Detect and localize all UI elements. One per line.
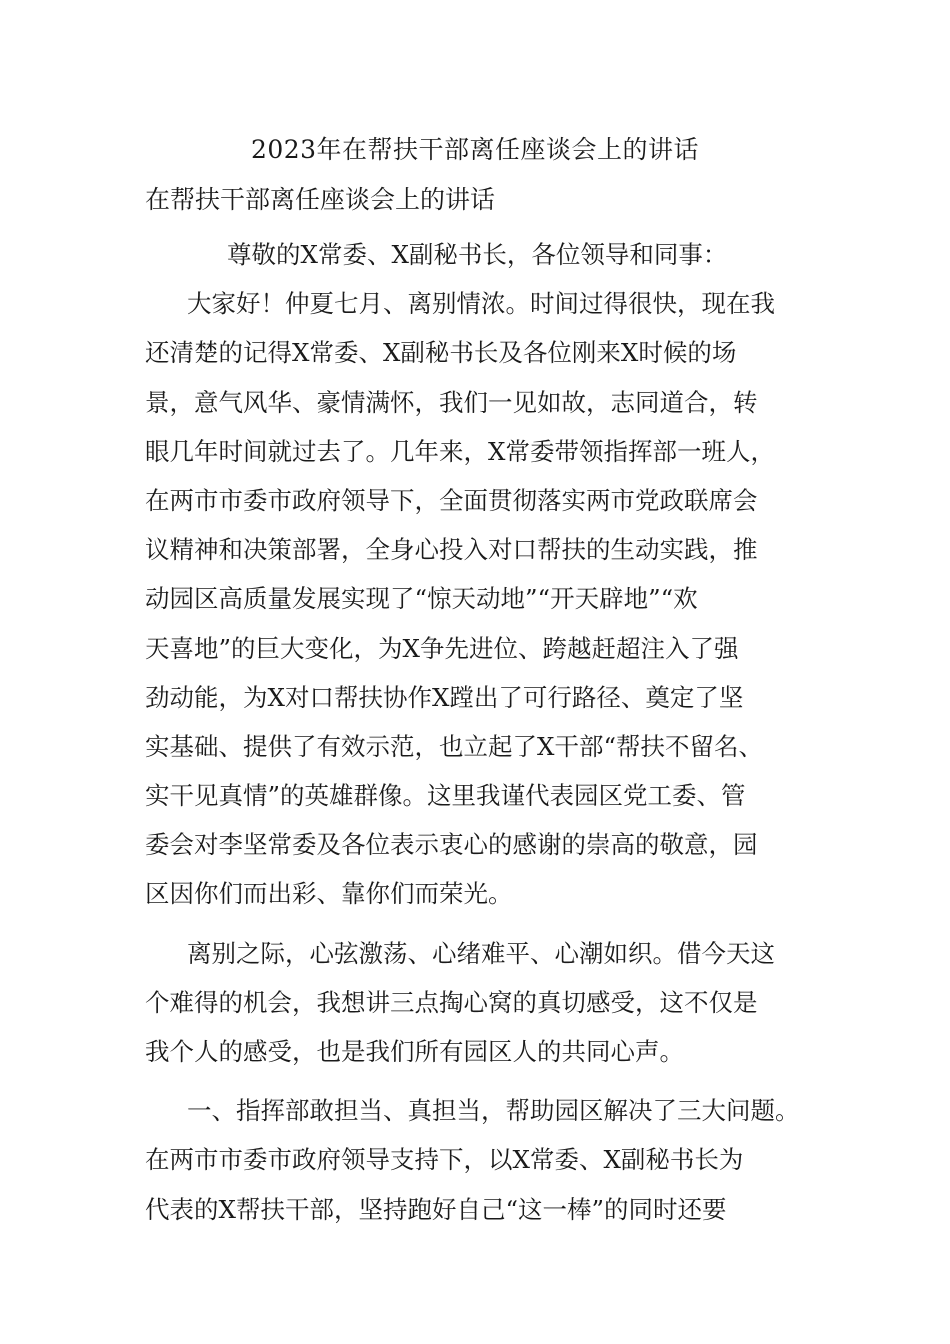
paragraph-line: 一、指挥部敢担当、真担当，帮助园区解决了三大问题。: [187, 1096, 800, 1126]
paragraph-line: 议精神和决策部署，全身心投入对口帮扶的生动实践，推: [145, 535, 758, 565]
paragraph-line: 动园区高质量发展实现了“惊天动地”“开天辟地”“欢: [145, 584, 698, 614]
salutation: 尊敬的X常委、X副秘书长，各位领导和同事：: [227, 240, 728, 269]
paragraph-line: 还清楚的记得X常委、X副秘书长及各位刚来X时候的场: [145, 338, 737, 368]
paragraph-3: [145, 1086, 845, 1234]
paragraph-line: 委会对李坚常委及各位表示衷心的感谢的崇高的敬意，园: [145, 830, 758, 860]
paragraph-line: 天喜地”的巨大变化，为X争先进位、跨越赶超注入了强: [145, 633, 739, 663]
paragraph-2: [145, 929, 845, 1077]
paragraph-line: 离别之际，心弦激荡、心绪难平、心潮如织。借今天这: [187, 938, 775, 968]
paragraph-line: 代表的X帮扶干部，坚持跑好自己“这一棒”的同时还要: [145, 1194, 727, 1224]
paragraph-line: 个难得的机会，我想讲三点掏心窝的真切感受，这不仅是: [145, 987, 758, 1017]
paragraph-line: 我个人的感受，也是我们所有园区人的共同心声。: [145, 1037, 684, 1066]
document-title: 2023年在帮扶干部离任座谈会上的讲话: [250, 135, 700, 164]
paragraph-line: 大家好！仲夏七月、离别情浓。时间过得很快，现在我: [187, 289, 775, 319]
paragraph-line: 劲动能，为X对口帮扶协作X蹚出了可行路径、奠定了坚: [145, 682, 744, 712]
paragraph-line: 景，意气风华、豪情满怀，我们一见如故，志同道合，转: [145, 387, 758, 417]
paragraph-line: 在两市市委市政府领导支持下，以X常委、X副秘书长为: [145, 1145, 744, 1175]
document-body: [145, 230, 845, 1234]
paragraph-1: [145, 279, 845, 918]
paragraph-line: 区因你们而出彩、靠你们而荣光。: [145, 879, 513, 909]
paragraph-line: 实干见真情”的英雄群像。这里我谨代表园区党工委、管: [145, 781, 746, 811]
paragraph-line: 实基础、提供了有效示范，也立起了X干部“帮扶不留名、: [145, 731, 763, 761]
paragraph-line: 眼几年时间就过去了。几年来，X常委带领指挥部一班人，: [145, 436, 775, 466]
document-subtitle: 在帮扶干部离任座谈会上的讲话: [145, 185, 496, 214]
paragraph-line: 在两市市委市政府领导下，全面贯彻落实两市党政联席会: [145, 485, 758, 515]
